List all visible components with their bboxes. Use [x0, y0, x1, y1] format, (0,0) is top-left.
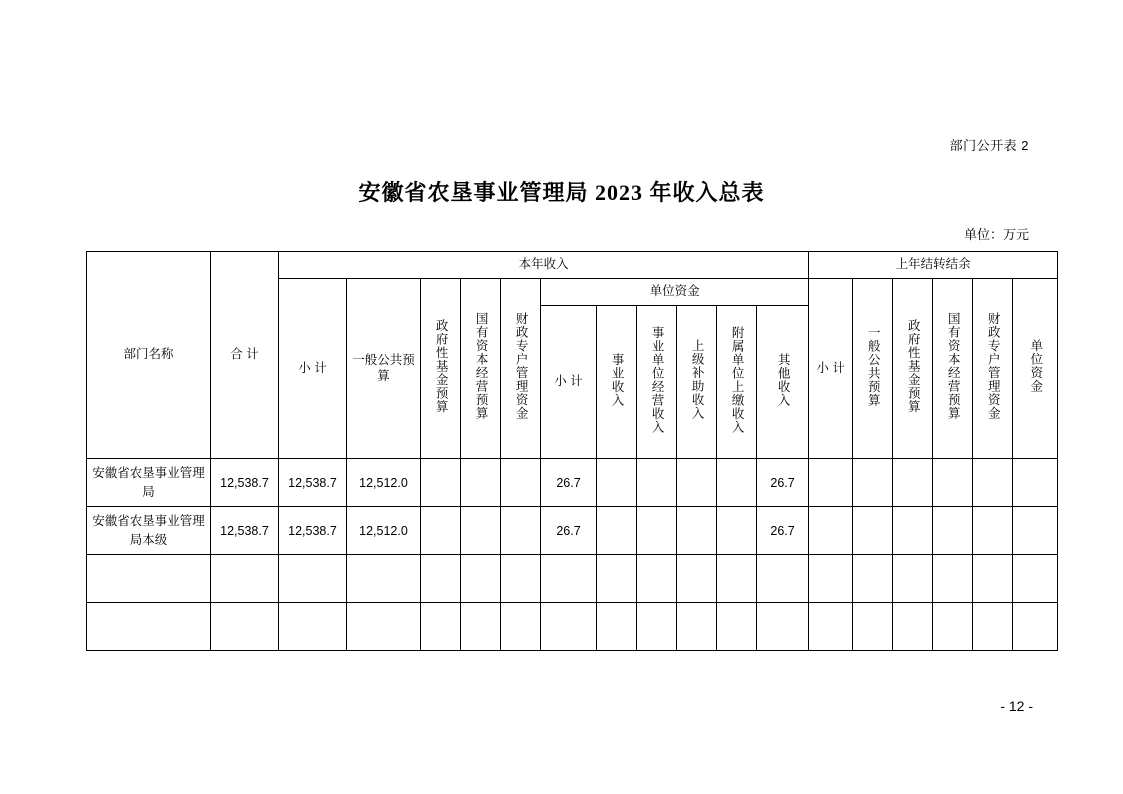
row-co-govfund: [893, 459, 933, 507]
row-co-statecap: [933, 459, 973, 507]
row-uf-superior: [677, 507, 717, 555]
col-header-uf-superior-subsidy: 上级补助收入: [677, 306, 717, 459]
col-header-co-govfund-budget: 政府性基金预算: [893, 279, 933, 459]
row-uf-other: 26.7: [757, 507, 809, 555]
row-co-statecap: [933, 507, 973, 555]
row-uf-business: [597, 555, 637, 603]
row-co-general: [853, 507, 893, 555]
row-cy-general: [347, 603, 421, 651]
row-cy-general: 12,512.0: [347, 507, 421, 555]
public-table-tag: 部门公开表 2: [949, 138, 1029, 153]
col-header-cy-general-budget: 一般公共预算: [347, 279, 421, 459]
table-row: [87, 507, 1058, 555]
unit-note: 单位：万元: [963, 227, 1029, 242]
col-header-co-fiscal-special-account: 财政专户管理资金: [973, 279, 1013, 459]
row-uf-operating: [637, 555, 677, 603]
group-header-current-year: 本年收入: [279, 252, 809, 279]
row-uf-operating: [637, 507, 677, 555]
row-co-subtotal: [809, 555, 853, 603]
header-row-groups: [87, 252, 1058, 279]
row-co-general: [853, 555, 893, 603]
row-cy-subtotal: [279, 603, 347, 651]
row-co-special: [973, 555, 1013, 603]
row-uf-business: [597, 603, 637, 651]
row-uf-affiliated: [717, 507, 757, 555]
row-uf-superior: [677, 459, 717, 507]
col-header-uf-subtotal: 小 计: [541, 306, 597, 459]
row-co-govfund: [893, 555, 933, 603]
row-co-special: [973, 507, 1013, 555]
row-co-subtotal: [809, 507, 853, 555]
row-cy-statecap: [461, 459, 501, 507]
row-cy-general: [347, 555, 421, 603]
row-cy-general: 12,512.0: [347, 459, 421, 507]
col-header-co-subtotal: 小 计: [809, 279, 853, 459]
row-co-unitfunds: [1013, 459, 1058, 507]
col-header-department: 部门名称: [87, 252, 211, 459]
row-total: 12,538.7: [211, 459, 279, 507]
col-header-uf-other-income: 其他收入: [757, 306, 809, 459]
row-uf-other: [757, 555, 809, 603]
row-co-subtotal: [809, 603, 853, 651]
row-department-name: [87, 603, 211, 651]
col-header-cy-govfund-budget: 政府性基金预算: [421, 279, 461, 459]
row-cy-govfund: [421, 555, 461, 603]
row-co-general: [853, 603, 893, 651]
income-summary-table: [86, 251, 1058, 651]
row-total: 12,538.7: [211, 507, 279, 555]
row-cy-govfund: [421, 459, 461, 507]
row-co-govfund: [893, 603, 933, 651]
page-number: - 12 -: [1000, 698, 1033, 714]
table-row: [87, 555, 1058, 603]
row-uf-affiliated: [717, 555, 757, 603]
row-total: [211, 603, 279, 651]
col-header-uf-operating-income: 事业单位经营收入: [637, 306, 677, 459]
row-cy-statecap: [461, 507, 501, 555]
table-row: [87, 459, 1058, 507]
table-row: [87, 603, 1058, 651]
row-co-general: [853, 459, 893, 507]
col-header-cy-statecapital-budget: 国有资本经营预算: [461, 279, 501, 459]
row-department-name: [87, 555, 211, 603]
row-cy-special: [501, 507, 541, 555]
row-uf-business: [597, 507, 637, 555]
col-header-cy-fiscal-special-account: 财政专户管理资金: [501, 279, 541, 459]
row-uf-business: [597, 459, 637, 507]
row-cy-govfund: [421, 507, 461, 555]
row-uf-superior: [677, 603, 717, 651]
row-uf-subtotal: 26.7: [541, 507, 597, 555]
row-cy-special: [501, 459, 541, 507]
col-header-co-statecapital-budget: 国有资本经营预算: [933, 279, 973, 459]
row-uf-operating: [637, 603, 677, 651]
row-department-name: 安徽省农垦事业管理局: [87, 459, 211, 507]
col-header-uf-affiliated-payment: 附属单位上缴收入: [717, 306, 757, 459]
row-cy-statecap: [461, 603, 501, 651]
group-header-carryover: 上年结转结余: [809, 252, 1058, 279]
row-cy-special: [501, 603, 541, 651]
group-header-unit-funds: 单位资金: [541, 279, 809, 306]
row-co-special: [973, 603, 1013, 651]
col-header-uf-business-income: 事业收入: [597, 306, 637, 459]
col-header-cy-subtotal: 小 计: [279, 279, 347, 459]
row-co-statecap: [933, 603, 973, 651]
col-header-total: 合 计: [211, 252, 279, 459]
row-co-unitfunds: [1013, 507, 1058, 555]
row-uf-other: [757, 603, 809, 651]
row-cy-subtotal: 12,538.7: [279, 507, 347, 555]
row-department-name: 安徽省农垦事业管理局本级: [87, 507, 211, 555]
row-co-unitfunds: [1013, 555, 1058, 603]
row-co-govfund: [893, 507, 933, 555]
row-cy-special: [501, 555, 541, 603]
col-header-co-unit-funds: 单位资金: [1013, 279, 1058, 459]
row-co-subtotal: [809, 459, 853, 507]
page-title: 安徽省农垦事业管理局 2023 年收入总表: [358, 180, 765, 205]
row-cy-subtotal: [279, 555, 347, 603]
row-co-unitfunds: [1013, 603, 1058, 651]
col-header-co-general-budget: 一般公共预算: [853, 279, 893, 459]
row-cy-govfund: [421, 603, 461, 651]
row-co-statecap: [933, 555, 973, 603]
row-uf-subtotal: [541, 555, 597, 603]
row-uf-subtotal: [541, 603, 597, 651]
row-cy-statecap: [461, 555, 501, 603]
row-co-special: [973, 459, 1013, 507]
row-uf-superior: [677, 555, 717, 603]
row-uf-operating: [637, 459, 677, 507]
row-uf-other: 26.7: [757, 459, 809, 507]
row-uf-affiliated: [717, 459, 757, 507]
row-cy-subtotal: 12,538.7: [279, 459, 347, 507]
row-uf-affiliated: [717, 603, 757, 651]
row-total: [211, 555, 279, 603]
row-uf-subtotal: 26.7: [541, 459, 597, 507]
